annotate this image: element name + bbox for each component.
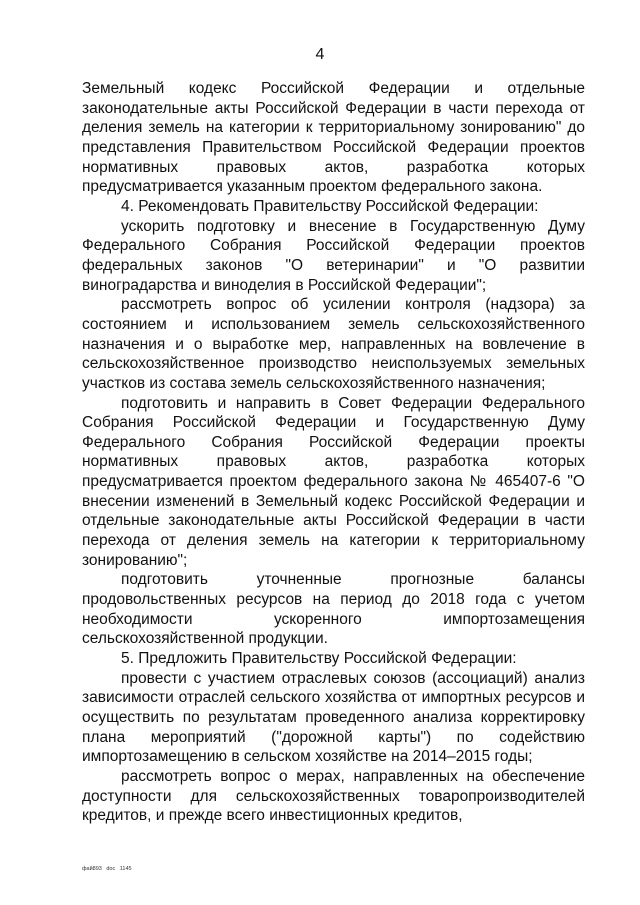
paragraph-4-heading: 4. Рекомендовать Правительству Российской Федерации: (121, 197, 539, 215)
paragraph-1-continuation: Земельный кодекс Российской Федерации и отдельные законодательные акты Российской Федерации в части перехода от деления земель на категории к территориальному зонированию" до представления Правительством Российской Федерации проектов нормативных правовых актов, разработка которых предусматривается указанным проектом федерального закона. (82, 80, 585, 196)
paragraph-5-heading: 5. Предложить Правительству Российской Федерации: (121, 650, 517, 668)
paragraph-import-analysis: провести с участием отраслевых союзов (ассоциаций) анализ зависимости отраслей сельского хозяйства от импортных ресурсов и осуществить по результатам проведенного анализа корректировку плана мероприятий ("дорожной карты") по содействию импортозамещению в сельском хозяйстве на 2014–2015 годы; (82, 669, 585, 766)
paragraph-land-control: рассмотреть вопрос об усилении контроля (надзора) за состоянием и использованием земель сельскохозяйственного назначения и о выработке мер, направленных на вовлечение в сельскохозяйственное производство неиспользуемых земельных участков из состава земель сельскохозяйственного назначения; (82, 296, 585, 392)
page-number: 4 (315, 46, 325, 63)
paragraph-federal-laws: ускорить подготовку и внесение в Государственную Думу Федерального Собрания Российской Федерации проектов федеральных законов "О ветеринарии" и "О развитии виноградарства и виноделия в Российской Федерации"; (82, 217, 585, 294)
document-body (82, 79, 585, 826)
footer-document-code: фай893 doc 1145 (82, 866, 132, 872)
paragraph-legal-acts: подготовить и направить в Совет Федерации Федерального Собрания Российской Федерации и Государственную Думу Федерального Собрания Российской Федерации проекты нормативных правовых актов, разработка которых предусматривается проектом федерального закона № 465407-6 "О внесении изменений в Земельный кодекс Российской Федерации и отдельные законодательные акты Российской Федерации в части перехода от деления земель на категории к территориальному зонированию"; (82, 394, 585, 569)
paragraph-food-balances: подготовить уточненные прогнозные балансы продовольственных ресурсов на период до 2018 года с учетом необходимости ускоренного импортозамещения сельскохозяйственной продукции. (82, 571, 585, 648)
paragraph-credit-access: рассмотреть вопрос о мерах, направленных на обеспечение доступности для сельскохозяйственных товаропроизводителей кредитов, и прежде всего инвестиционных кредитов, (82, 767, 585, 825)
